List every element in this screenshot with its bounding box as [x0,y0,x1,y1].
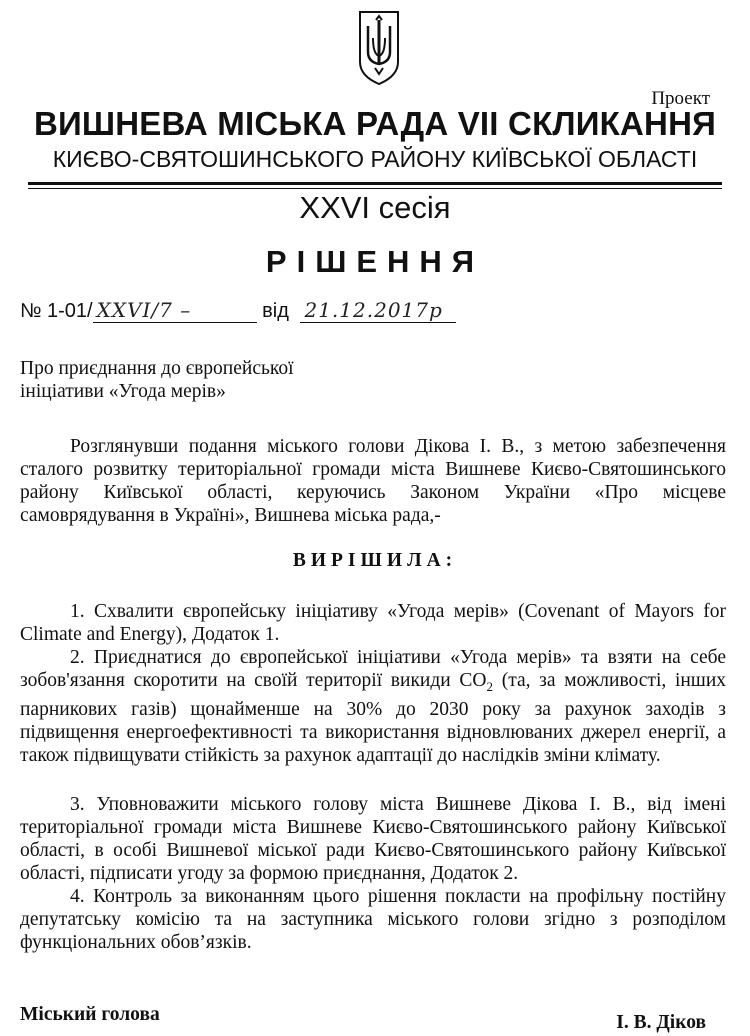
date-prefix: від [262,300,289,322]
co2-subscript: 2 [486,678,493,694]
header-divider-thin [28,188,722,189]
subject-line-1: Про приєднання до європейської [20,358,294,379]
resolution-item-2 [20,646,726,767]
intro-paragraph: Розглянувши подання міського голови Дікова І. В., з метою забезпечення сталого розвитку територіальної громади міста Вишневе Києво-Святошинського району Київської області, керуючись Законом України «Про місцеве самоврядування в Україні», Вишнева міська рада,- [20,436,726,526]
resolved-heading: ВИРІШИЛА: [292,550,458,571]
council-name: ВИШНЕВА МІСЬКА РАДА VII СКЛИКАННЯ [33,105,717,142]
document-type-title: РІШЕННЯ [265,244,485,279]
project-label: Проект [651,88,710,109]
handwritten-decision-date: 21.12.2017р [300,298,456,323]
resolution-item-4: 4. Контроль за виконанням цього рішення покласти на профільну постійну депутатську комісію та на заступника міського голови згідно з розподілом функціональних обов’язків. [20,886,726,953]
subject-line-2: ініціативи «Угода мерів» [20,381,226,402]
signature-name: І. В. Діков [616,1012,706,1033]
decision-number-line [20,298,456,323]
trident-coat-of-arms-icon [356,8,402,86]
signature-title: Міський голова [20,1004,160,1025]
resolution-item-3: 3. Уповноважити міського голову міста Вишневе Дікова І. В., від імені територіальної громади міста Вишневе Києво-Святошинського району Київської області, в особі Вишневої міської ради Києво-Святошинського району Київської області, підписати угоду за формою приєднання, Додаток 2. [20,794,726,884]
resolution-item-1: 1. Схвалити європейську ініціативу «Угода мерів» (Covenant of Mayors for Climate and Energy), Додаток 1. [20,601,726,645]
decision-subject [20,357,294,403]
district-name: КИЄВО-СВЯТОШИНСЬКОГО РАЙОНУ КИЇВСЬКОЇ ОБЛАСТІ [52,146,698,172]
item-2-text-start: 2. Приєднатися до європейської ініціативи «Угода мерів» та взяти на себе зобов'язання скоротити на своїй території викиди CO [20,647,726,691]
header-divider-thick [28,182,722,185]
handwritten-decision-number: XXVI/7 – [93,298,257,323]
decision-number-prefix: № 1-01/ [20,300,93,322]
item-2-text-end: (та, за можливості, інших парникових газів) щонайменше на 30% до 2030 року за рахунок заходів з підвищення енергоефективності та використання відновлюваних джерел енергії, а також підвищувати стійкість за рахунок адаптації до наслідків зміни клімату. [20,670,726,766]
session-title: XXVI сесія [299,190,451,225]
